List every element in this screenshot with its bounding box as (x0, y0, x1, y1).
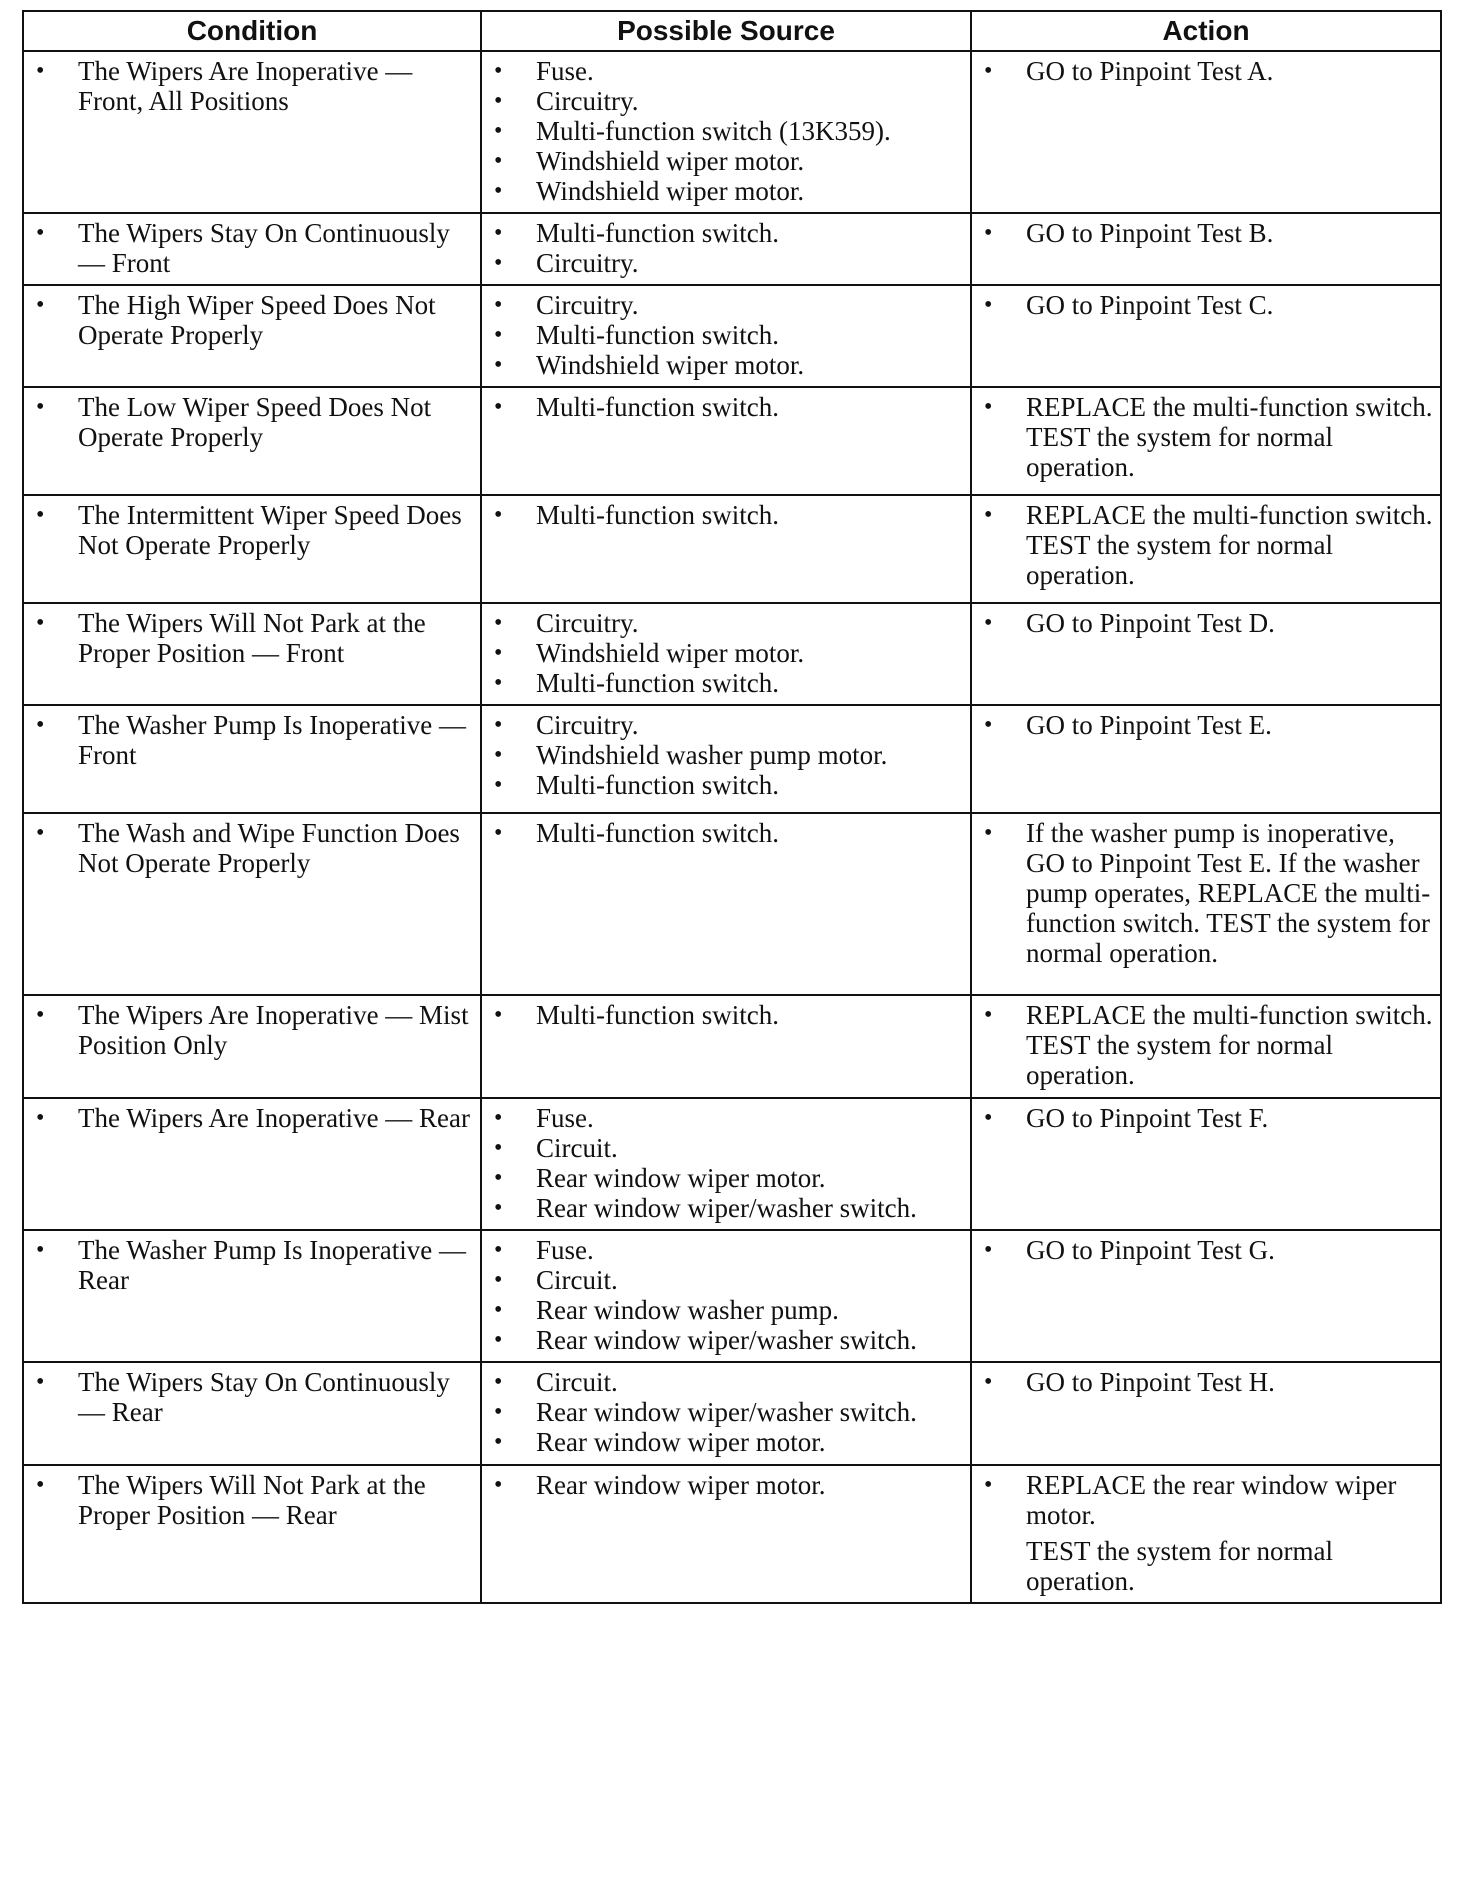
list-item: • Rear window wiper motor. (492, 1163, 964, 1193)
condition-cell (23, 603, 481, 705)
list-item: • Rear window wiper motor. (492, 1427, 964, 1457)
list-item: • Multi-function switch. (492, 392, 964, 422)
condition-list (34, 1000, 474, 1060)
possible-source-cell (481, 387, 971, 495)
list-item: • REPLACE the multi-function switch. TEST the system for normal operation. (982, 1000, 1434, 1090)
action-cell (971, 213, 1441, 285)
condition-text: • The High Wiper Speed Does Not Operate Properly (34, 290, 474, 350)
possible-source-cell (481, 1098, 971, 1230)
condition-cell (23, 813, 481, 995)
action-note: TEST the system for normal operation. (1026, 1536, 1333, 1596)
condition-cell (23, 285, 481, 387)
condition-list (34, 218, 474, 278)
action-list (982, 608, 1434, 638)
condition-cell (23, 1465, 481, 1603)
possible-source-list (492, 710, 964, 800)
action-cell (971, 51, 1441, 213)
action-list (982, 392, 1434, 482)
header-possible-source: Possible Source (481, 11, 971, 51)
list-item: • GO to Pinpoint Test E. (982, 710, 1434, 740)
list-item: • Multi-function switch. (492, 818, 964, 848)
condition-list (34, 290, 474, 350)
list-item: • Circuitry. (492, 710, 964, 740)
action-cell (971, 1098, 1441, 1230)
condition-text: • The Wipers Are Inoperative — Mist Position Only (34, 1000, 474, 1060)
table-row (23, 51, 1441, 213)
table-row (23, 495, 1441, 603)
action-cell (971, 603, 1441, 705)
list-item: • Fuse. (492, 1103, 964, 1133)
possible-source-cell (481, 1465, 971, 1603)
action-list (982, 218, 1434, 248)
action-cell (971, 495, 1441, 603)
table-row (23, 705, 1441, 813)
action-list (982, 1103, 1434, 1133)
list-item: • Rear window wiper motor. (492, 1470, 964, 1500)
list-item: • Circuit. (492, 1367, 964, 1397)
possible-source-list (492, 1103, 964, 1223)
table-row (23, 1465, 1441, 1603)
possible-source-cell (481, 1362, 971, 1465)
condition-cell (23, 1362, 481, 1465)
condition-text: • The Wipers Are Inoperative — Rear (34, 1103, 474, 1133)
condition-text: • The Washer Pump Is Inoperative — Rear (34, 1235, 474, 1295)
condition-list (34, 56, 474, 116)
list-item: • Circuitry. (492, 86, 964, 116)
condition-text: • The Low Wiper Speed Does Not Operate Properly (34, 392, 474, 452)
table-body (23, 51, 1441, 1603)
table-header-row (23, 11, 1441, 51)
list-item: • Rear window wiper/washer switch. (492, 1325, 964, 1355)
list-item: • If the washer pump is inoperative, GO to Pinpoint Test E. If the washer pump operates, REPLACE the multi-function switch. TEST the system for normal operation. (982, 818, 1434, 968)
list-item: • GO to Pinpoint Test D. (982, 608, 1434, 638)
condition-text: • The Wash and Wipe Function Does Not Operate Properly (34, 818, 474, 878)
action-cell (971, 1230, 1441, 1362)
action-cell (971, 995, 1441, 1098)
list-item: • Rear window wiper/washer switch. (492, 1193, 964, 1223)
list-item: • Fuse. (492, 56, 964, 86)
possible-source-list (492, 1235, 964, 1355)
table-row (23, 1230, 1441, 1362)
list-item: • Windshield wiper motor. (492, 146, 964, 176)
list-item: • Multi-function switch. (492, 320, 964, 350)
possible-source-cell (481, 285, 971, 387)
list-item: • GO to Pinpoint Test G. (982, 1235, 1434, 1265)
action-cell (971, 705, 1441, 813)
possible-source-cell (481, 995, 971, 1098)
condition-cell (23, 213, 481, 285)
list-item: • GO to Pinpoint Test A. (982, 56, 1434, 86)
condition-list (34, 608, 474, 668)
condition-text: • The Wipers Will Not Park at the Proper Position — Front (34, 608, 474, 668)
action-list (982, 1235, 1434, 1265)
table-row (23, 387, 1441, 495)
header-action: Action (971, 11, 1441, 51)
table-row (23, 285, 1441, 387)
list-item: • Multi-function switch. (492, 1000, 964, 1030)
list-item: • REPLACE the rear window wiper motor. (982, 1470, 1434, 1530)
possible-source-list (492, 392, 964, 422)
condition-list (34, 1470, 474, 1530)
condition-text: • The Wipers Are Inoperative — Front, All Positions (34, 56, 474, 116)
table-row (23, 213, 1441, 285)
possible-source-list (492, 608, 964, 698)
condition-cell (23, 1230, 481, 1362)
list-item: • Circuitry. (492, 608, 964, 638)
list-item: • Circuitry. (492, 290, 964, 320)
list-item: • Circuit. (492, 1133, 964, 1163)
action-list (982, 1367, 1434, 1397)
table-row (23, 1098, 1441, 1230)
list-item: • Windshield wiper motor. (492, 176, 964, 206)
condition-text: • The Intermittent Wiper Speed Does Not Operate Properly (34, 500, 474, 560)
action-list (982, 710, 1434, 740)
condition-cell (23, 995, 481, 1098)
condition-text: • The Wipers Will Not Park at the Proper Position — Rear (34, 1470, 474, 1530)
list-item: • Circuitry. (492, 248, 964, 278)
action-list (982, 818, 1434, 968)
list-item: • Multi-function switch. (492, 500, 964, 530)
list-item: • Multi-function switch (13K359). (492, 116, 964, 146)
condition-cell (23, 495, 481, 603)
possible-source-list (492, 218, 964, 278)
possible-source-list (492, 290, 964, 380)
possible-source-cell (481, 705, 971, 813)
list-item: • Windshield washer pump motor. (492, 740, 964, 770)
symptom-chart-table (22, 10, 1442, 1604)
table-row (23, 603, 1441, 705)
condition-cell (23, 1098, 481, 1230)
list-item: • REPLACE the multi-function switch. TEST the system for normal operation. (982, 500, 1434, 590)
action-list (982, 56, 1434, 86)
header-condition: Condition (23, 11, 481, 51)
condition-text: • The Wipers Stay On Continuously — Rear (34, 1367, 474, 1427)
condition-list (34, 1235, 474, 1295)
condition-text: • The Wipers Stay On Continuously — Front (34, 218, 474, 278)
condition-list (34, 1367, 474, 1427)
possible-source-list (492, 818, 964, 848)
possible-source-cell (481, 813, 971, 995)
action-list (982, 500, 1434, 590)
action-list (982, 1470, 1434, 1530)
possible-source-list (492, 1000, 964, 1030)
list-item: • GO to Pinpoint Test H. (982, 1367, 1434, 1397)
list-item: • Rear window washer pump. (492, 1295, 964, 1325)
table-row (23, 995, 1441, 1098)
action-cell (971, 1362, 1441, 1465)
action-cell (971, 387, 1441, 495)
action-cell (971, 285, 1441, 387)
list-item: • GO to Pinpoint Test C. (982, 290, 1434, 320)
list-item: • REPLACE the multi-function switch. TEST the system for normal operation. (982, 392, 1434, 482)
table-row (23, 813, 1441, 995)
possible-source-cell (481, 51, 971, 213)
list-item: • Multi-function switch. (492, 218, 964, 248)
list-item: • Multi-function switch. (492, 668, 964, 698)
list-item: • Windshield wiper motor. (492, 350, 964, 380)
condition-list (34, 710, 474, 770)
possible-source-list (492, 500, 964, 530)
possible-source-cell (481, 1230, 971, 1362)
action-list (982, 1000, 1434, 1090)
list-item: • Fuse. (492, 1235, 964, 1265)
table-row (23, 1362, 1441, 1465)
condition-cell (23, 387, 481, 495)
condition-list (34, 392, 474, 452)
possible-source-cell (481, 213, 971, 285)
action-list (982, 290, 1434, 320)
list-item: • Windshield wiper motor. (492, 638, 964, 668)
possible-source-cell (481, 495, 971, 603)
possible-source-list (492, 1367, 964, 1457)
diagnosis-table-container (22, 10, 1440, 1604)
action-cell (971, 813, 1441, 995)
action-cell (971, 1465, 1441, 1603)
possible-source-list (492, 56, 964, 206)
possible-source-cell (481, 603, 971, 705)
condition-list (34, 1103, 474, 1133)
list-item: • GO to Pinpoint Test F. (982, 1103, 1434, 1133)
condition-text: • The Washer Pump Is Inoperative — Front (34, 710, 474, 770)
list-item: • Multi-function switch. (492, 770, 964, 800)
condition-cell (23, 705, 481, 813)
list-item: • GO to Pinpoint Test B. (982, 218, 1434, 248)
list-item: • Rear window wiper/washer switch. (492, 1397, 964, 1427)
possible-source-list (492, 1470, 964, 1500)
list-item: • Circuit. (492, 1265, 964, 1295)
condition-list (34, 818, 474, 878)
condition-cell (23, 51, 481, 213)
condition-list (34, 500, 474, 560)
